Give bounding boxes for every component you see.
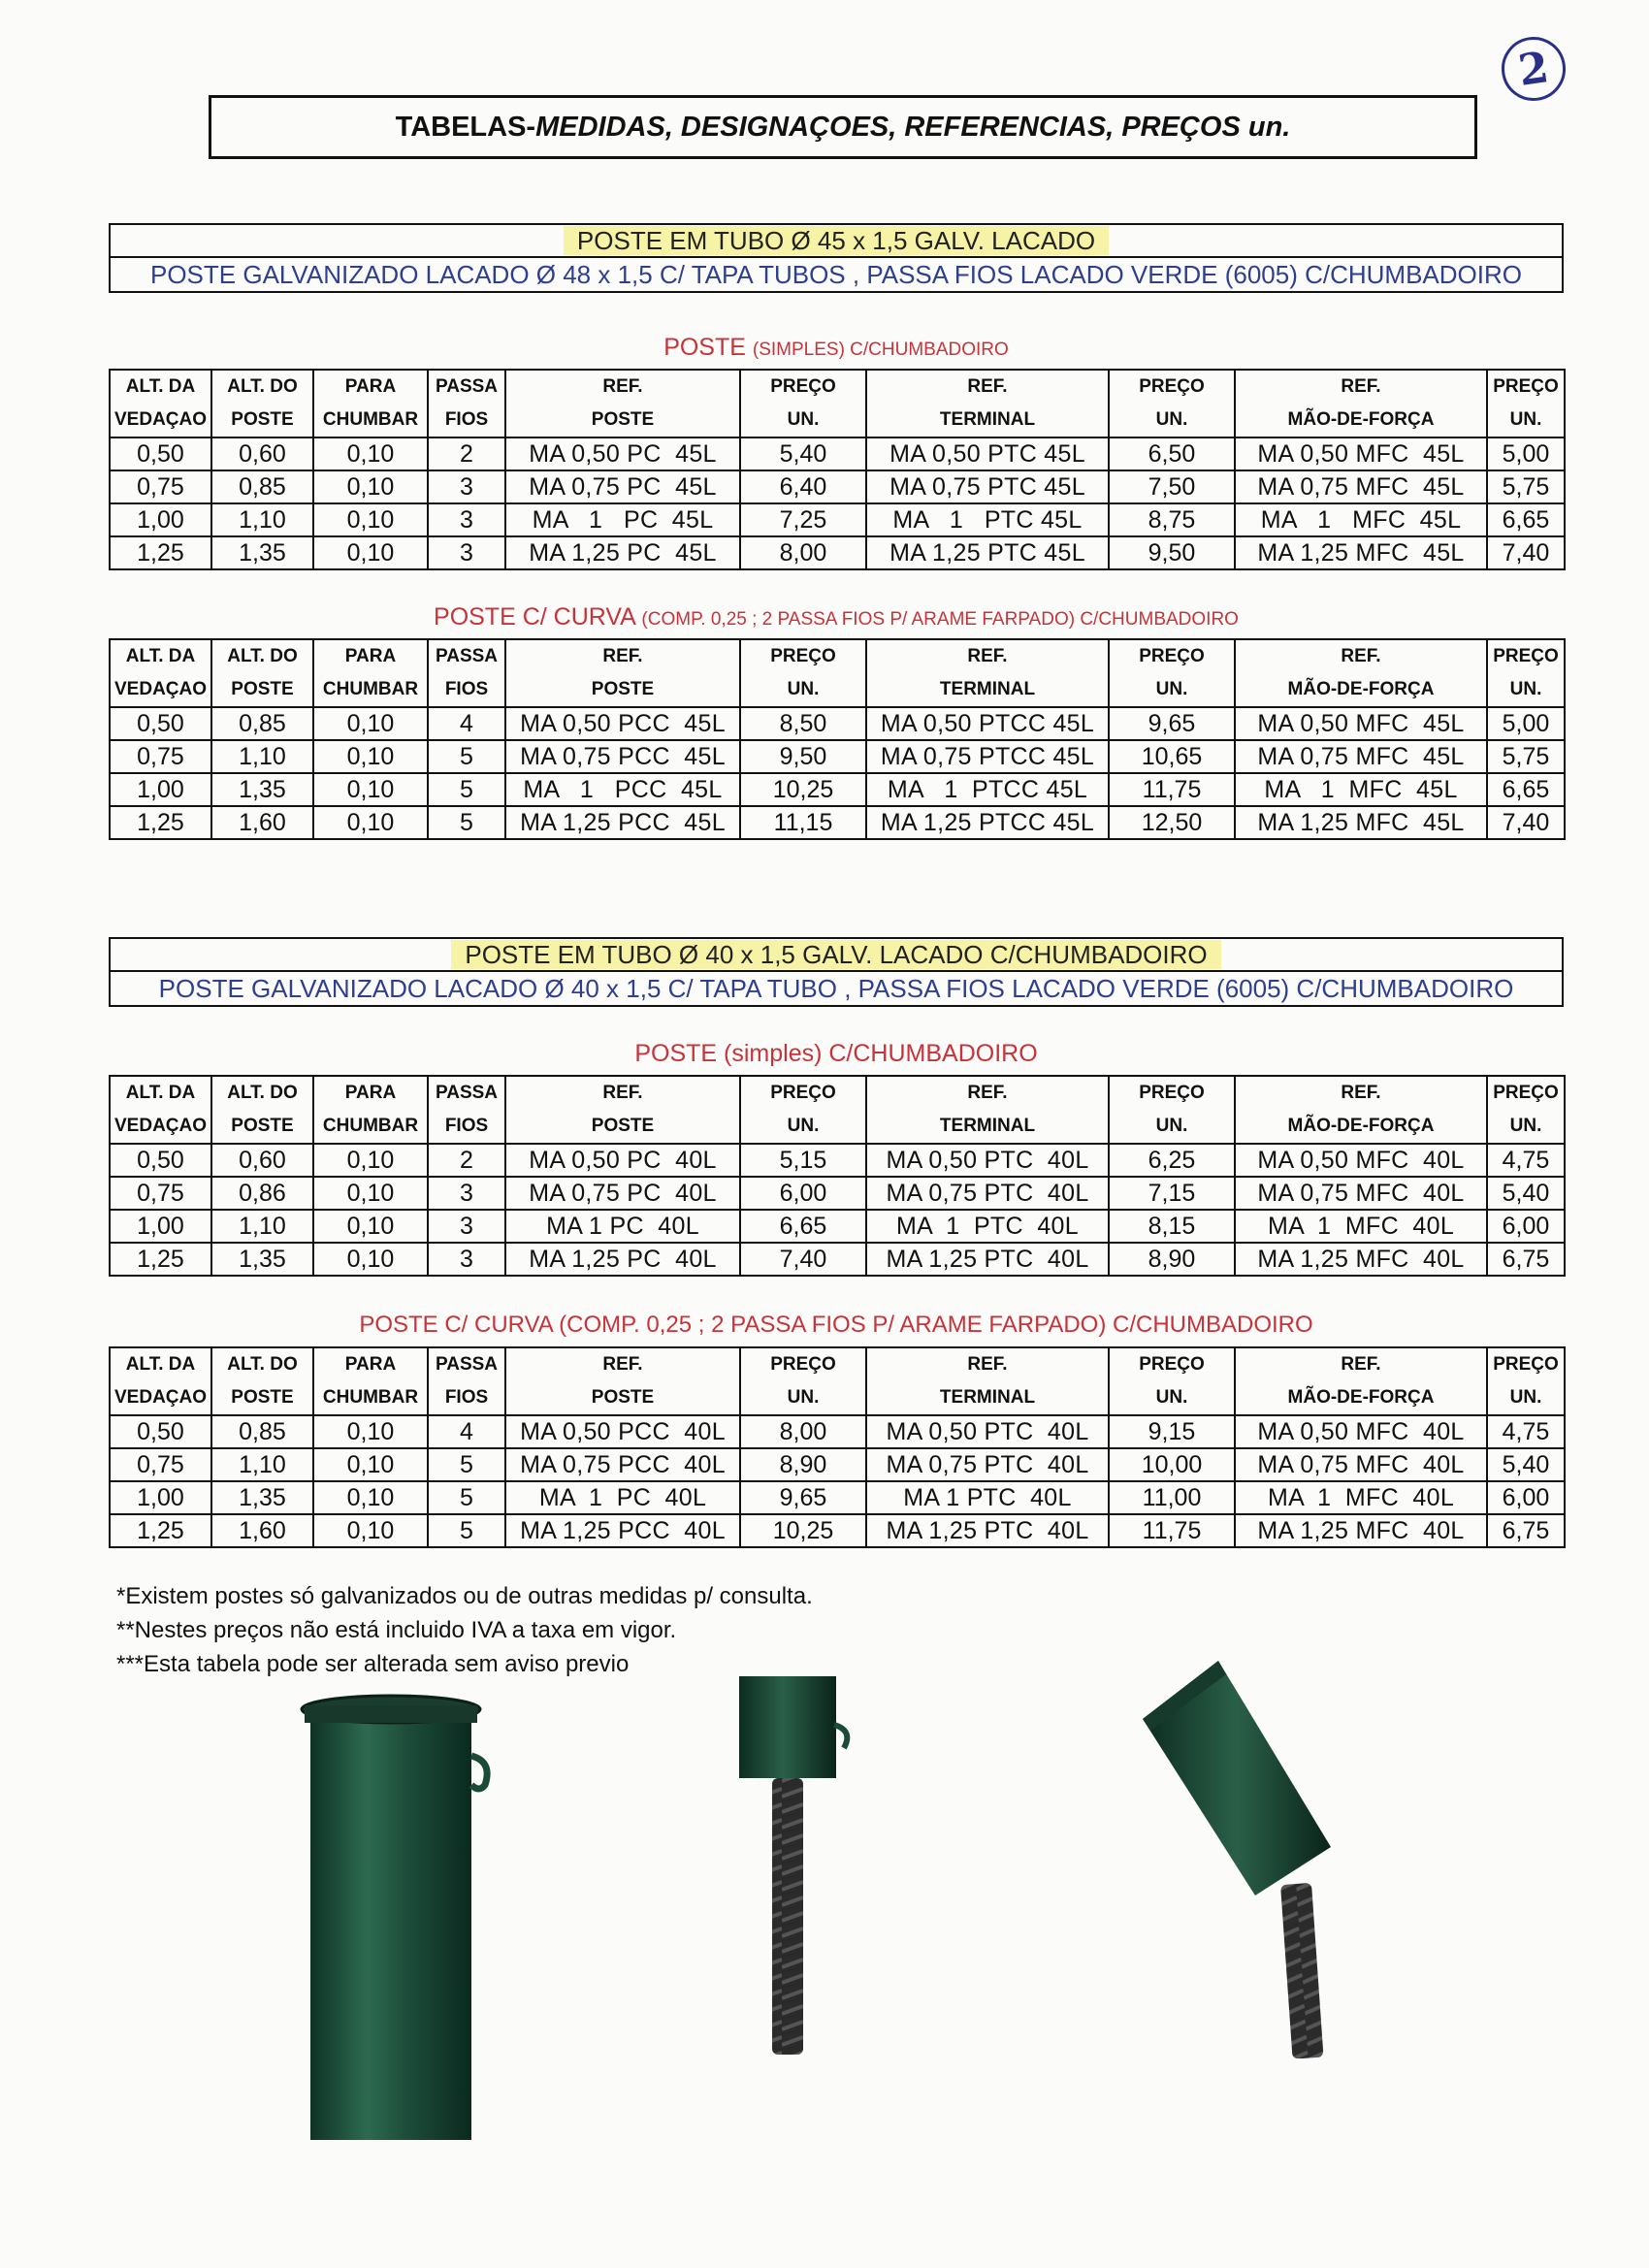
table-cell: 5,00	[1487, 437, 1565, 470]
table-cell: 7,50	[1109, 470, 1235, 503]
table-cell: 0,10	[313, 1144, 428, 1177]
table-header-row	[110, 1347, 1565, 1381]
column-header: PREÇO	[1109, 1347, 1235, 1381]
column-header: UN.	[1109, 404, 1235, 437]
table-cell: 6,75	[1487, 1514, 1565, 1547]
table-cell: 9,65	[1109, 707, 1235, 740]
table-cell: MA 0,50 PTC 45L	[866, 437, 1109, 470]
column-header: REF.	[866, 370, 1109, 404]
table-cell: 2	[428, 1144, 505, 1177]
column-header: POSTE	[505, 673, 740, 707]
table-cell: 3	[428, 536, 505, 569]
table-cell: 1,00	[110, 1210, 211, 1243]
table-row	[110, 1144, 1565, 1177]
column-header: REF.	[1235, 370, 1487, 404]
table-cell: 2	[428, 437, 505, 470]
table-cell: MA 1,25 MFC 45L	[1235, 536, 1487, 569]
table-cell: 8,90	[1109, 1243, 1235, 1276]
table-cell: 8,50	[740, 707, 866, 740]
column-header: PREÇO	[1109, 370, 1235, 404]
table-cell: 0,75	[110, 470, 211, 503]
column-header: UN.	[1109, 1381, 1235, 1415]
table-cell: 7,15	[1109, 1177, 1235, 1210]
table-cell: MA 0,75 PCC 40L	[505, 1448, 740, 1481]
column-header: PREÇO	[1109, 639, 1235, 673]
table-cell: MA 1 MFC 40L	[1235, 1210, 1487, 1243]
column-header: MÃO-DE-FORÇA	[1235, 404, 1487, 437]
column-header: VEDAÇAO	[110, 673, 211, 707]
table-cell: MA 1 PTCC 45L	[866, 773, 1109, 806]
table-cell: 6,65	[740, 1210, 866, 1243]
table-cell: 0,75	[110, 1177, 211, 1210]
table-cell: MA 0,75 PC 40L	[505, 1177, 740, 1210]
table-cell: 5	[428, 773, 505, 806]
table-cell: 6,75	[1487, 1243, 1565, 1276]
table-cell: 0,75	[110, 740, 211, 773]
table-cell: 7,40	[740, 1243, 866, 1276]
table-row	[110, 707, 1565, 740]
table-header-row	[110, 404, 1565, 437]
table-cell: 6,00	[740, 1177, 866, 1210]
column-header: ALT. DO	[211, 639, 313, 673]
table-cell: MA 1 PC 40L	[505, 1481, 740, 1514]
table-cell: 3	[428, 1177, 505, 1210]
table-cell: MA 1 MFC 45L	[1235, 503, 1487, 536]
table-cell: 11,15	[740, 806, 866, 839]
table-cell: 0,50	[110, 707, 211, 740]
table-cell: 8,90	[740, 1448, 866, 1481]
table-cell: 5,75	[1487, 470, 1565, 503]
table-cell: 5	[428, 1448, 505, 1481]
column-header: PARA	[313, 1076, 428, 1110]
table-cell: 9,50	[1109, 536, 1235, 569]
table-cell: 0,85	[211, 1415, 313, 1448]
table-caption: POSTE C/ CURVA (COMP. 0,25 ; 2 PASSA FIOS P/ ARAME FARPADO) C/CHUMBADOIRO	[359, 1312, 1313, 1338]
page-title	[209, 95, 1477, 159]
table-cell: MA 0,50 PCC 40L	[505, 1415, 740, 1448]
table-cell: MA 1 MFC 40L	[1235, 1481, 1487, 1514]
column-header: POSTE	[211, 1110, 313, 1144]
column-header: POSTE	[505, 404, 740, 437]
column-header: VEDAÇAO	[110, 1381, 211, 1415]
table-cell: 0,60	[211, 437, 313, 470]
column-header: TERMINAL	[866, 1381, 1109, 1415]
table-cell: MA 1,25 MFC 45L	[1235, 806, 1487, 839]
table-cell: 1,35	[211, 1243, 313, 1276]
table-row	[110, 1514, 1565, 1547]
table-cell: MA 1 PTC 40L	[866, 1210, 1109, 1243]
table-cell: 8,75	[1109, 503, 1235, 536]
table-cell: MA 0,75 MFC 45L	[1235, 740, 1487, 773]
table-header-row	[110, 370, 1565, 404]
column-header: REF.	[505, 370, 740, 404]
column-header: REF.	[505, 639, 740, 673]
table-cell: 3	[428, 1243, 505, 1276]
table-cell: MA 1,25 PTC 45L	[866, 536, 1109, 569]
column-header: PREÇO	[1487, 639, 1565, 673]
table-cell: MA 1,25 PC 40L	[505, 1243, 740, 1276]
column-header: PASSA	[428, 1347, 505, 1381]
table-cell: 6,65	[1487, 503, 1565, 536]
table-cell: 12,50	[1109, 806, 1235, 839]
column-header: PREÇO	[1109, 1076, 1235, 1110]
table-cell: 5,15	[740, 1144, 866, 1177]
column-header: REF.	[505, 1076, 740, 1110]
table-cell: 1,35	[211, 1481, 313, 1514]
column-header: PREÇO	[1487, 370, 1565, 404]
table-cell: 0,10	[313, 1514, 428, 1547]
table-row	[110, 1210, 1565, 1243]
table-cell: 6,50	[1109, 437, 1235, 470]
price-table-40-simple	[109, 1075, 1566, 1277]
column-header: TERMINAL	[866, 673, 1109, 707]
table-row	[110, 1243, 1565, 1276]
table-cell: 0,10	[313, 773, 428, 806]
table-cell: 0,50	[110, 1144, 211, 1177]
table-cell: 1,00	[110, 773, 211, 806]
table-cell: 0,10	[313, 1415, 428, 1448]
table-cell: 1,10	[211, 503, 313, 536]
column-header: POSTE	[211, 404, 313, 437]
column-header: CHUMBAR	[313, 673, 428, 707]
table-cell: MA 0,75 PC 45L	[505, 470, 740, 503]
table-cell: 0,10	[313, 1177, 428, 1210]
column-header: UN.	[740, 404, 866, 437]
column-header: PREÇO	[740, 639, 866, 673]
table-cell: 5	[428, 1514, 505, 1547]
column-header: REF.	[866, 1347, 1109, 1381]
table-cell: 5,00	[1487, 707, 1565, 740]
table-cell: 6,65	[1487, 773, 1565, 806]
table-cell: 3	[428, 1210, 505, 1243]
table-cell: MA 1 MFC 45L	[1235, 773, 1487, 806]
column-header: CHUMBAR	[313, 1110, 428, 1144]
column-header: REF.	[866, 1076, 1109, 1110]
table-cell: 1,25	[110, 806, 211, 839]
table-cell: 10,25	[740, 773, 866, 806]
table-cell: MA 1 PC 40L	[505, 1210, 740, 1243]
table-row	[110, 773, 1565, 806]
table-cell: MA 1 PTC 40L	[866, 1481, 1109, 1514]
section-40-title: POSTE EM TUBO Ø 40 x 1,5 GALV. LACADO C/CHUMBADOIRO	[451, 940, 1220, 969]
table-cell: 8,15	[1109, 1210, 1235, 1243]
column-header: UN.	[1487, 1110, 1565, 1144]
table-cell: MA 1,25 PCC 45L	[505, 806, 740, 839]
column-header: TERMINAL	[866, 1110, 1109, 1144]
column-header: UN.	[1487, 673, 1565, 707]
column-header: PREÇO	[740, 370, 866, 404]
table-cell: 0,10	[313, 470, 428, 503]
table-cell: MA 1 PC 45L	[505, 503, 740, 536]
table-cell: 0,10	[313, 1243, 428, 1276]
table-caption: POSTE (simples) C/CHUMBADOIRO	[634, 1040, 1038, 1067]
table-cell: 11,00	[1109, 1481, 1235, 1514]
table-cell: 7,40	[1487, 536, 1565, 569]
section-45-header	[109, 223, 1564, 293]
table-cell: MA 0,50 PCC 45L	[505, 707, 740, 740]
column-header: TERMINAL	[866, 404, 1109, 437]
table-cell: 0,10	[313, 740, 428, 773]
column-header: UN.	[1109, 1110, 1235, 1144]
table-cell: 4	[428, 707, 505, 740]
table-cell: 8,00	[740, 536, 866, 569]
table-cell: 0,60	[211, 1144, 313, 1177]
straight-tube-post-photo	[291, 1688, 514, 2144]
table-cell: 1,00	[110, 1481, 211, 1514]
table-cell: 4	[428, 1415, 505, 1448]
table-cell: 3	[428, 470, 505, 503]
table-cell: 1,35	[211, 773, 313, 806]
column-header: POSTE	[211, 1381, 313, 1415]
table-cell: MA 0,75 PTC 40L	[866, 1177, 1109, 1210]
table-cell: 11,75	[1109, 773, 1235, 806]
table-cell: MA 0,50 PTCC 45L	[866, 707, 1109, 740]
table-cell: MA 1,25 PC 45L	[505, 536, 740, 569]
price-table-40-curve	[109, 1346, 1566, 1548]
column-header: PARA	[313, 370, 428, 404]
table-cell: MA 0,50 PTC 40L	[866, 1144, 1109, 1177]
column-header: ALT. DA	[110, 1347, 211, 1381]
column-header: FIOS	[428, 404, 505, 437]
section-40-header	[109, 937, 1564, 1007]
table-cell: 10,65	[1109, 740, 1235, 773]
table-cell: 0,10	[313, 806, 428, 839]
page-title-main: TABELAS-	[395, 111, 536, 143]
price-table-45-simple	[109, 369, 1566, 570]
column-header: PASSA	[428, 370, 505, 404]
table-cell: 0,50	[110, 1415, 211, 1448]
table-cell: MA 0,75 MFC 40L	[1235, 1448, 1487, 1481]
table-header-row	[110, 1076, 1565, 1110]
column-header: ALT. DA	[110, 639, 211, 673]
table-caption: POSTE C/ CURVA (COMP. 0,25 ; 2 PASSA FIOS P/ ARAME FARPADO) C/CHUMBADOIRO	[434, 603, 1239, 631]
table-row	[110, 437, 1565, 470]
table-cell: 4,75	[1487, 1415, 1565, 1448]
table-cell: MA 0,75 MFC 45L	[1235, 470, 1487, 503]
column-header: UN.	[1487, 404, 1565, 437]
section-45-description: POSTE GALVANIZADO LACADO Ø 48 x 1,5 C/ TAPA TUBOS , PASSA FIOS LACADO VERDE (6005) C/CHUMBADOIRO	[149, 260, 1523, 289]
table-cell: 6,40	[740, 470, 866, 503]
table-cell: MA 1,25 PTC 40L	[866, 1243, 1109, 1276]
table-row	[110, 536, 1565, 569]
column-header: REF.	[505, 1347, 740, 1381]
table-cell: 1,10	[211, 1448, 313, 1481]
table-cell: 5,40	[740, 437, 866, 470]
column-header: POSTE	[505, 1381, 740, 1415]
table-cell: 7,25	[740, 503, 866, 536]
table-cell: 1,35	[211, 536, 313, 569]
column-header: CHUMBAR	[313, 1381, 428, 1415]
column-header: PASSA	[428, 639, 505, 673]
table-cell: 1,60	[211, 806, 313, 839]
column-header: PARA	[313, 639, 428, 673]
table-cell: 11,75	[1109, 1514, 1235, 1547]
column-header: REF.	[866, 639, 1109, 673]
column-header: REF.	[1235, 639, 1487, 673]
table-cell: MA 0,75 PCC 45L	[505, 740, 740, 773]
table-cell: MA 1,25 PTC 40L	[866, 1514, 1109, 1547]
table-cell: MA 0,50 PC 40L	[505, 1144, 740, 1177]
column-header: PREÇO	[740, 1076, 866, 1110]
column-header: ALT. DO	[211, 1347, 313, 1381]
table-cell: MA 1,25 PCC 40L	[505, 1514, 740, 1547]
table-cell: 1,25	[110, 536, 211, 569]
page-title-sub: MEDIDAS, DESIGNAÇOES, REFERENCIAS, PREÇOS un.	[535, 111, 1291, 143]
table-cell: 7,40	[1487, 806, 1565, 839]
table-header-row	[110, 1381, 1565, 1415]
table-cell: 9,15	[1109, 1415, 1235, 1448]
footnotes	[116, 1579, 813, 1681]
table-cell: 0,86	[211, 1177, 313, 1210]
table-row	[110, 1415, 1565, 1448]
table-cell: 6,00	[1487, 1210, 1565, 1243]
table-cell: MA 1 PCC 45L	[505, 773, 740, 806]
footnote: *Existem postes só galvanizados ou de outras medidas p/ consulta.	[116, 1583, 813, 1609]
table-cell: MA 0,75 PTCC 45L	[866, 740, 1109, 773]
column-header: PARA	[313, 1347, 428, 1381]
table-cell: MA 1,25 MFC 40L	[1235, 1514, 1487, 1547]
table-cell: 6,00	[1487, 1481, 1565, 1514]
table-cell: 9,65	[740, 1481, 866, 1514]
page-number-badge: 2	[1498, 33, 1570, 106]
table-cell: 0,10	[313, 1481, 428, 1514]
column-header: MÃO-DE-FORÇA	[1235, 1110, 1487, 1144]
table-cell: MA 0,50 MFC 40L	[1235, 1415, 1487, 1448]
table-cell: 0,10	[313, 1210, 428, 1243]
table-cell: 0,10	[313, 437, 428, 470]
table-row	[110, 1177, 1565, 1210]
column-header: PREÇO	[740, 1347, 866, 1381]
column-header: MÃO-DE-FORÇA	[1235, 1381, 1487, 1415]
table-cell: 5	[428, 806, 505, 839]
table-cell: 0,85	[211, 707, 313, 740]
column-header: ALT. DO	[211, 1076, 313, 1110]
table-cell: MA 0,50 PTC 40L	[866, 1415, 1109, 1448]
table-cell: 0,10	[313, 536, 428, 569]
table-cell: MA 0,50 MFC 45L	[1235, 437, 1487, 470]
table-cell: MA 0,50 PC 45L	[505, 437, 740, 470]
column-header: PREÇO	[1487, 1347, 1565, 1381]
column-header: UN.	[740, 673, 866, 707]
column-header: ALT. DA	[110, 370, 211, 404]
table-cell: 6,25	[1109, 1144, 1235, 1177]
section-45-title: POSTE EM TUBO Ø 45 x 1,5 GALV. LACADO	[564, 226, 1109, 255]
column-header: POSTE	[505, 1110, 740, 1144]
column-header: PASSA	[428, 1076, 505, 1110]
table-cell: 0,75	[110, 1448, 211, 1481]
column-header: UN.	[740, 1381, 866, 1415]
table-cell: 1,25	[110, 1514, 211, 1547]
table-header-row	[110, 673, 1565, 707]
table-cell: 5,40	[1487, 1448, 1565, 1481]
table-row	[110, 503, 1565, 536]
table-cell: 0,10	[313, 503, 428, 536]
table-cell: 5	[428, 1481, 505, 1514]
table-cell: MA 1 PTC 45L	[866, 503, 1109, 536]
column-header: FIOS	[428, 1381, 505, 1415]
column-header: UN.	[1109, 673, 1235, 707]
table-cell: MA 1,25 PTCC 45L	[866, 806, 1109, 839]
section-40-description: POSTE GALVANIZADO LACADO Ø 40 x 1,5 C/ TAPA TUBO , PASSA FIOS LACADO VERDE (6005) C/CHUMBADOIRO	[158, 974, 1514, 1003]
table-cell: MA 0,75 MFC 40L	[1235, 1177, 1487, 1210]
table-row	[110, 806, 1565, 839]
curved-arm-post-photo	[1125, 1661, 1377, 2058]
footnote: ***Esta tabela pode ser alterada sem aviso previo	[116, 1651, 630, 1677]
table-cell: 1,00	[110, 503, 211, 536]
column-header: VEDAÇAO	[110, 1110, 211, 1144]
table-cell: 8,00	[740, 1415, 866, 1448]
column-header: UN.	[740, 1110, 866, 1144]
table-cell: 5,75	[1487, 740, 1565, 773]
column-header: ALT. DO	[211, 370, 313, 404]
table-cell: 5,40	[1487, 1177, 1565, 1210]
table-cell: 1,10	[211, 1210, 313, 1243]
footnote: **Nestes preços não está incluido IVA a taxa em vigor.	[116, 1617, 677, 1643]
table-cell: MA 1,25 MFC 40L	[1235, 1243, 1487, 1276]
table-caption: POSTE (SIMPLES) C/CHUMBADOIRO	[663, 334, 1009, 361]
column-header: VEDAÇAO	[110, 404, 211, 437]
table-cell: MA 0,75 PTC 45L	[866, 470, 1109, 503]
table-cell: 0,10	[313, 1448, 428, 1481]
table-cell: 0,50	[110, 437, 211, 470]
column-header: POSTE	[211, 673, 313, 707]
column-header: ALT. DA	[110, 1076, 211, 1110]
table-cell: 1,10	[211, 740, 313, 773]
column-header: UN.	[1487, 1381, 1565, 1415]
table-cell: 10,25	[740, 1514, 866, 1547]
table-cell: 3	[428, 503, 505, 536]
table-cell: MA 0,75 PTC 40L	[866, 1448, 1109, 1481]
anchor-post-photo	[718, 1676, 863, 2055]
column-header: FIOS	[428, 673, 505, 707]
table-row	[110, 1481, 1565, 1514]
table-cell: 0,10	[313, 707, 428, 740]
table-cell: 1,60	[211, 1514, 313, 1547]
column-header: MÃO-DE-FORÇA	[1235, 673, 1487, 707]
table-row	[110, 740, 1565, 773]
column-header: REF.	[1235, 1347, 1487, 1381]
table-cell: 9,50	[740, 740, 866, 773]
table-row	[110, 470, 1565, 503]
column-header: REF.	[1235, 1076, 1487, 1110]
table-cell: 0,85	[211, 470, 313, 503]
table-cell: 10,00	[1109, 1448, 1235, 1481]
table-cell: MA 0,50 MFC 40L	[1235, 1144, 1487, 1177]
column-header: CHUMBAR	[313, 404, 428, 437]
table-header-row	[110, 639, 1565, 673]
table-cell: 1,25	[110, 1243, 211, 1276]
table-cell: MA 0,50 MFC 45L	[1235, 707, 1487, 740]
column-header: PREÇO	[1487, 1076, 1565, 1110]
table-cell: 4,75	[1487, 1144, 1565, 1177]
table-header-row	[110, 1110, 1565, 1144]
column-header: FIOS	[428, 1110, 505, 1144]
table-cell: 5	[428, 740, 505, 773]
table-row	[110, 1448, 1565, 1481]
price-table-45-curve	[109, 638, 1566, 840]
